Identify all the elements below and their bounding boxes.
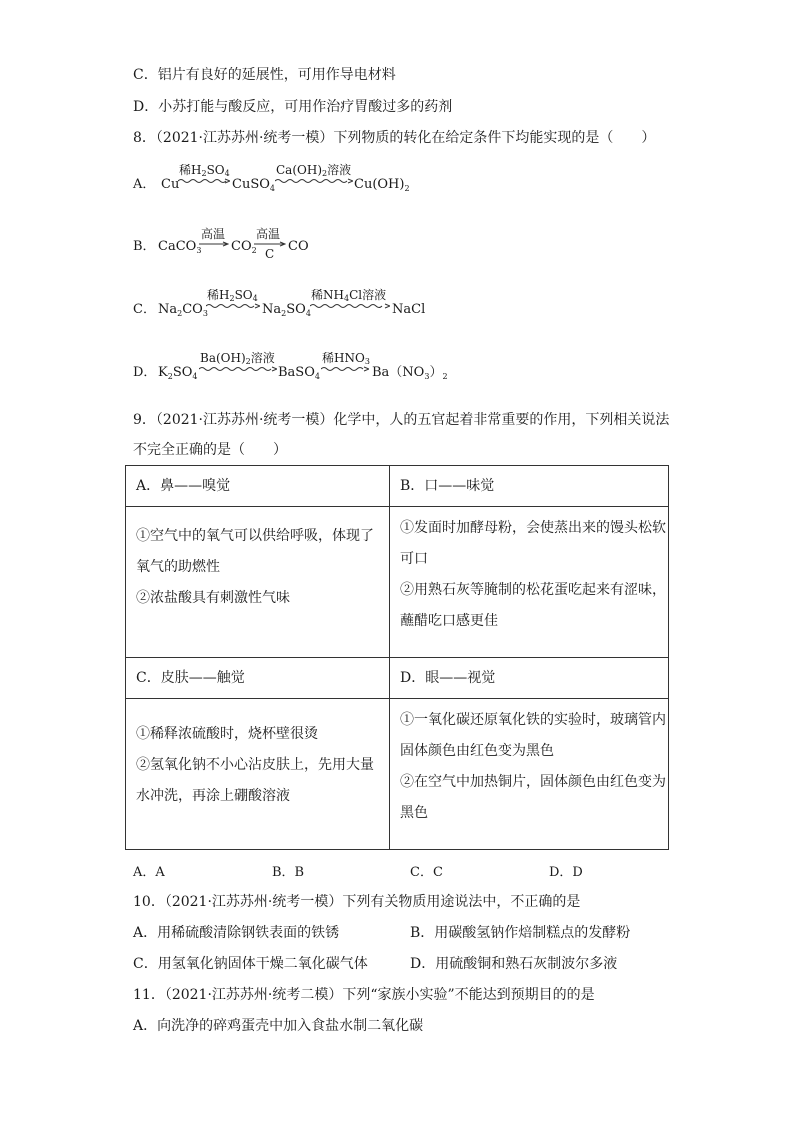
- q11-option-a: A．向洗净的碎鸡蛋壳中加入食盐水制二氧化碳: [133, 1018, 424, 1034]
- q9-choice-a: A．A: [133, 865, 165, 880]
- q8-c-condition-1: 稀$H_2SO_4$: [207, 288, 258, 303]
- q8-d-condition-1: $Ba(OH)_2$溶液: [200, 351, 275, 366]
- cell-d-body: ①一氧化碳还原氧化铁的实验时，玻璃管内 固体颜色由红色变为黑色 ②在空气中加热铜片，固体颜色由红色变为 黑色: [390, 699, 669, 850]
- q8-d-label: D．: [133, 365, 157, 380]
- q8-d-product: $Ba(NO_3)_2$: [372, 365, 448, 381]
- q9-choice-d: D．D: [549, 865, 583, 880]
- q8-c-condition-2: 稀$NH_4Cl$溶液: [311, 288, 387, 303]
- q8-c-arrow-1: [206, 303, 260, 309]
- cell-c-head: C．皮肤——触觉: [126, 658, 390, 699]
- q8-c-intermediate: $Na_2SO_4$: [262, 302, 311, 318]
- q8-a-label: A．: [133, 177, 156, 192]
- q8-c-reactant: $Na_2CO_3$: [158, 302, 208, 318]
- question-9-stem-line-2: 不完全正确的是（ ）: [133, 442, 287, 458]
- question-9-stem-line-1: 9．（2021·江苏苏州·统考一模）化学中，人的五官起着非常重要的作用，下列相关说法: [133, 412, 670, 428]
- cell-b-body: ①发面时加酵母粉，会使蒸出来的馒头松软 可口 ②用熟石灰等腌制的松花蛋吃起来有涩味， 蘸醋吃口感更佳: [390, 507, 669, 658]
- q8-c-arrow-2: [310, 303, 390, 309]
- cell-c-body: ①稀释浓硫酸时，烧杯壁很烫 ②氢氧化钠不小心沾皮肤上，先用大量 水冲洗，再涂上硼酸溶液: [126, 699, 390, 850]
- question-11-stem: 11．（2021·江苏苏州·统考二模）下列“家族小实验”不能达到预期目的的是: [133, 987, 595, 1003]
- q10-option-a: A．用稀硫酸清除钢铁表面的铁锈: [133, 925, 340, 941]
- q8-c-label: C．: [133, 302, 156, 317]
- q8-a-intermediate: CuSO$_4$: [232, 177, 275, 193]
- q8-b-intermediate: $CO_2$: [231, 239, 257, 255]
- q8-a-product: $Cu(OH)_2$: [354, 177, 410, 193]
- q8-a-condition-2: $Ca(OH)_2$溶液: [276, 163, 352, 178]
- q8-b-condition-2: 高温: [256, 227, 281, 241]
- cell-b-head: B．口——味觉: [390, 466, 669, 507]
- q8-b-product: CO: [288, 239, 309, 254]
- cell-a-head: A．鼻——嗅觉: [126, 466, 390, 507]
- q8-b-condition-1: 高温: [201, 227, 226, 241]
- q8-d-condition-2: 稀$HNO_3$: [322, 351, 370, 366]
- q10-option-c: C．用氢氧化钠固体干燥二氧化碳气体: [133, 956, 368, 972]
- cell-d-head: D．眼——视觉: [390, 658, 669, 699]
- q8-b-arrow-1: [199, 241, 229, 247]
- q8-d-intermediate: BaSO$_4$: [278, 365, 320, 381]
- q10-option-d: D．用硫酸铜和熟石灰制波尔多液: [410, 956, 618, 972]
- q8-c-product: NaCl: [392, 302, 426, 317]
- question-9-table: [125, 465, 669, 850]
- option-c-line: C．铝片有良好的延展性，可用作导电材料: [133, 67, 396, 83]
- q8-a-arrow-1: [178, 178, 230, 184]
- cell-a-body: ①空气中的氧气可以供给呼吸，体现了 氧气的助燃性 ②浓盐酸具有刺激性气味: [126, 507, 390, 658]
- question-8-stem: 8．（2021·江苏苏州·统考一模）下列物质的转化在给定条件下均能实现的是（ ）: [133, 130, 656, 146]
- q8-d-reactant: $K_2SO_4$: [158, 365, 198, 381]
- q8-d-arrow-1: [199, 366, 277, 372]
- q10-option-b: B．用碳酸氢钠作焙制糕点的发酵粉: [410, 925, 631, 941]
- q8-a-reactant: Cu: [161, 177, 180, 192]
- q9-choice-c: C．C: [410, 865, 443, 880]
- q8-b-reactant: CaCO$_3$: [158, 239, 202, 255]
- q8-b-condition-2-under: C: [265, 247, 275, 261]
- q8-d-arrow-2: [321, 366, 369, 372]
- q9-choice-b: B．B: [272, 865, 305, 880]
- option-d-line: D．小苏打能与酸反应，可用作治疗胃酸过多的药剂: [133, 99, 453, 115]
- q8-b-label: B．: [133, 239, 156, 254]
- question-10-stem: 10．（2021·江苏苏州·统考一模）下列有关物质用途说法中，不正确的是: [133, 894, 581, 910]
- q8-a-condition-1: 稀$H_2SO_4$: [179, 163, 230, 178]
- q8-a-arrow-2: [275, 178, 353, 184]
